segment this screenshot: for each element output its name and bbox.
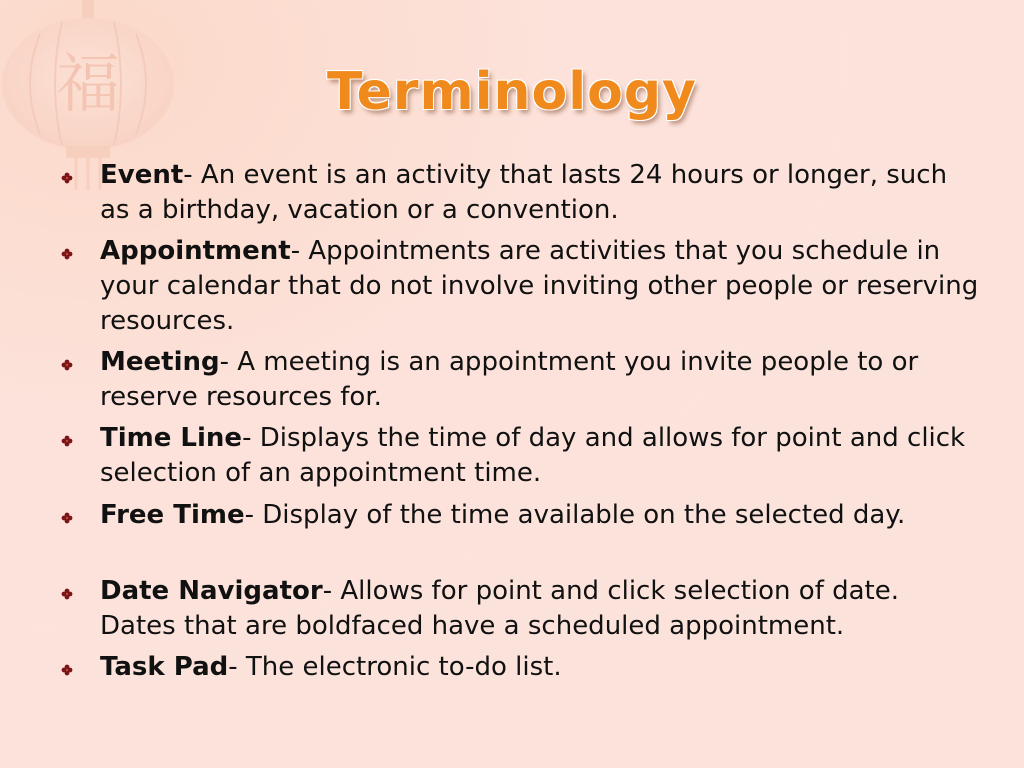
term-definition: - Allows for point and click selection of date. Dates that are boldfaced have a scheduled appointment. (100, 576, 900, 641)
svg-text:福: 福 (56, 48, 120, 122)
term-label: Appointment (100, 236, 291, 266)
list-item-appointment (100, 234, 980, 339)
flower-bullet-icon (61, 512, 73, 524)
list-item-free-time (100, 498, 980, 533)
term-label: Free Time (100, 500, 245, 530)
flower-bullet-icon (61, 664, 73, 676)
slide-title: Terminology (327, 62, 697, 122)
term-label: Event (100, 160, 184, 190)
list-item-task-pad (100, 650, 980, 685)
list-item-date-navigator (100, 574, 980, 644)
term-label: Time Line (100, 423, 243, 453)
flower-bullet-icon (61, 172, 73, 184)
term-label: Meeting (100, 347, 220, 377)
list-item-event (100, 158, 980, 228)
flower-bullet-icon (61, 435, 73, 447)
flower-bullet-icon (61, 359, 73, 371)
term-definition: - Displays the time of day and allows for point and click selection of an appointment time. (100, 423, 966, 488)
term-definition: - A meeting is an appointment you invite people to or reserve resources for. (100, 347, 919, 412)
term-definition: - Appointments are activities that you schedule in your calendar that do not involve inviting other people or reserving resources. (100, 236, 979, 336)
list-item-time-line (100, 421, 980, 491)
term-definition: - Display of the time available on the selected day. (244, 500, 906, 530)
term-label: Task Pad (100, 652, 229, 682)
flower-bullet-icon (61, 588, 73, 600)
term-label: Date Navigator (100, 576, 323, 606)
term-definition: - An event is an activity that lasts 24 hours or longer, such as a birthday, vacation or a convention. (100, 160, 948, 225)
list-item-meeting (100, 345, 980, 415)
term-definition: - The electronic to-do list. (228, 652, 562, 682)
flower-bullet-icon (61, 248, 73, 260)
